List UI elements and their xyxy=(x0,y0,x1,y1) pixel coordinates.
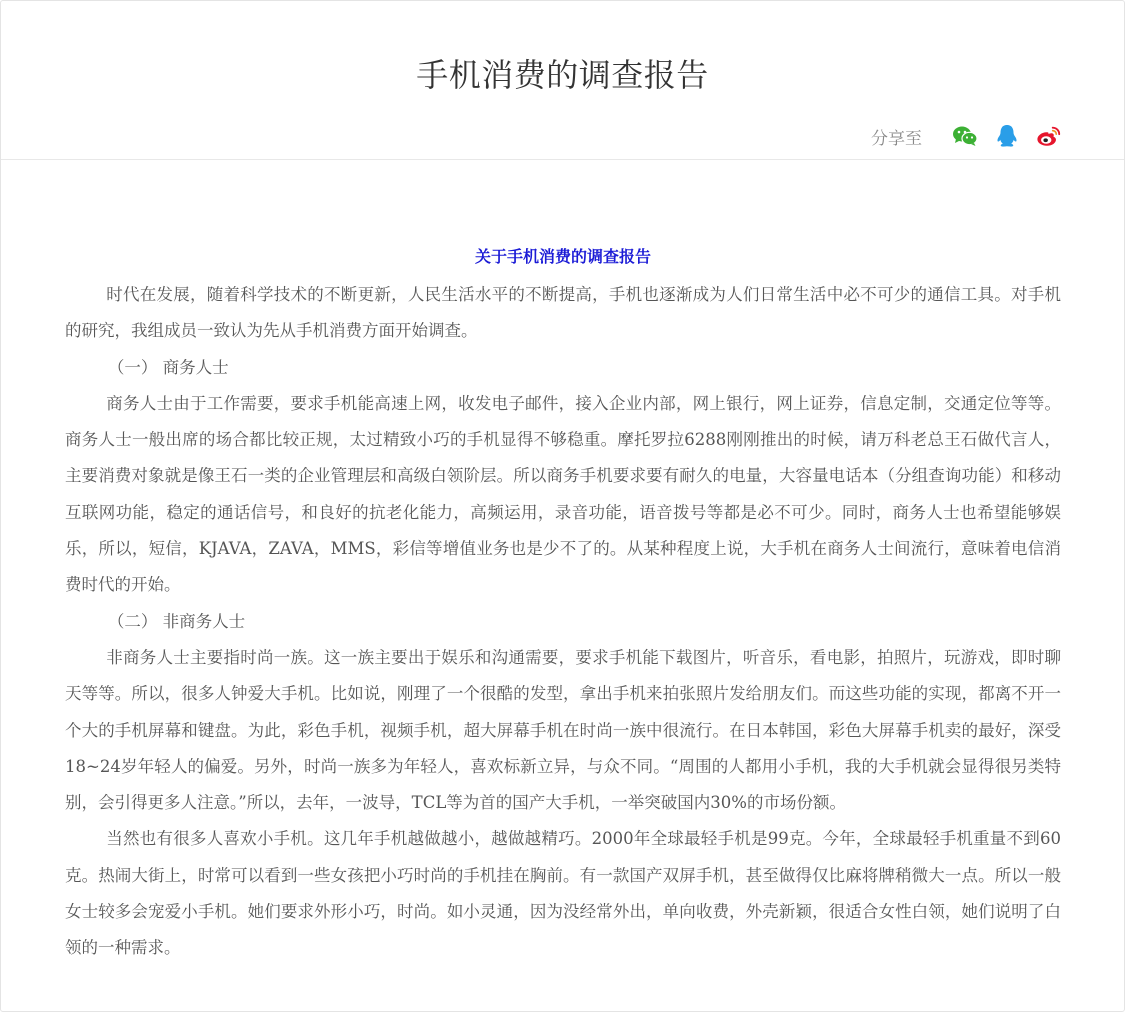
qq-icon[interactable] xyxy=(994,123,1020,149)
section-heading-business: （一） 商务人士 xyxy=(107,357,229,377)
article-header xyxy=(1,1,1124,160)
business-paragraph: 商务人士由于工作需要，要求手机能高速上网，收发电子邮件，接入企业内部，网上银行，网上证券，信息定制，交通定位等等。商务人士一般出席的场合都比较正规，太过精致小巧的手机显得不够稳重。摩托罗拉6288刚刚推出的时候，请万科老总王石做代言人，主要消费对象就是像王石一类的企业管理层和高级白领阶层。所以商务手机要求要有耐久的电量，大容量电话本（分组查询功能）和移动互联网功能，稳定的通话信号，和良好的抗老化能力，高频运用，录音功能，语音拨号等都是必不可少。同时，商务人士也希望能够娱乐，所以，短信，KJAVA，ZAVA，MMS，彩信等增值业务也是少不了的。从某种程度上说，大手机在商务人士间流行，意味着电信消费时代的开始。 xyxy=(65,393,1061,595)
share-bar xyxy=(871,121,1062,151)
section-heading-non-business: （二） 非商务人士 xyxy=(107,611,246,631)
page-title: 手机消费的调查报告 xyxy=(416,56,709,94)
intro-paragraph: 时代在发展，随着科学技术的不断更新，人民生活水平的不断提高，手机也逐渐成为人们日常生活中必不可少的通信工具。对手机的研究，我组成员一致认为先从手机消费方面开始调查。 xyxy=(65,285,1061,341)
article-body xyxy=(65,241,1061,967)
article-subtitle: 关于手机消费的调查报告 xyxy=(474,247,651,266)
wechat-icon[interactable] xyxy=(952,123,978,149)
weibo-icon[interactable] xyxy=(1036,123,1062,149)
small-phone-paragraph: 当然也有很多人喜欢小手机。这几年手机越做越小，越做越精巧。2000年全球最轻手机是99克。今年，全球最轻手机重量不到60克。热闹大街上，时常可以看到一些女孩把小巧时尚的手机挂在胸前。有一款国产双屏手机，甚至做得仅比麻将牌稍微大一点。所以一般女士较多会宠爱小手机。她们要求外形小巧，时尚。如小灵通，因为没经常外出，单向收费，外壳新颖，很适合女性白领，她们说明了白领的一种需求。 xyxy=(65,829,1061,958)
share-label: 分享至 xyxy=(871,128,922,149)
non-business-paragraph: 非商务人士主要指时尚一族。这一族主要出于娱乐和沟通需要，要求手机能下载图片，听音乐，看电影，拍照片，玩游戏，即时聊天等等。所以，很多人钟爱大手机。比如说，刚理了一个很酷的发型，拿出手机来拍张照片发给朋友们。而这些功能的实现，都离不开一个大的手机屏幕和键盘。为此，彩色手机，视频手机，超大屏幕手机在时尚一族中很流行。在日本韩国，彩色大屏幕手机卖的最好，深受18~24岁年轻人的偏爱。另外，时尚一族多为年轻人，喜欢标新立异，与众不同。“周围的人都用小手机，我的大手机就会显得很另类特别，会引得更多人注意。”所以，去年，一波导，TCL等为首的国产大手机，一举突破国内30%的市场份额。 xyxy=(65,647,1061,813)
